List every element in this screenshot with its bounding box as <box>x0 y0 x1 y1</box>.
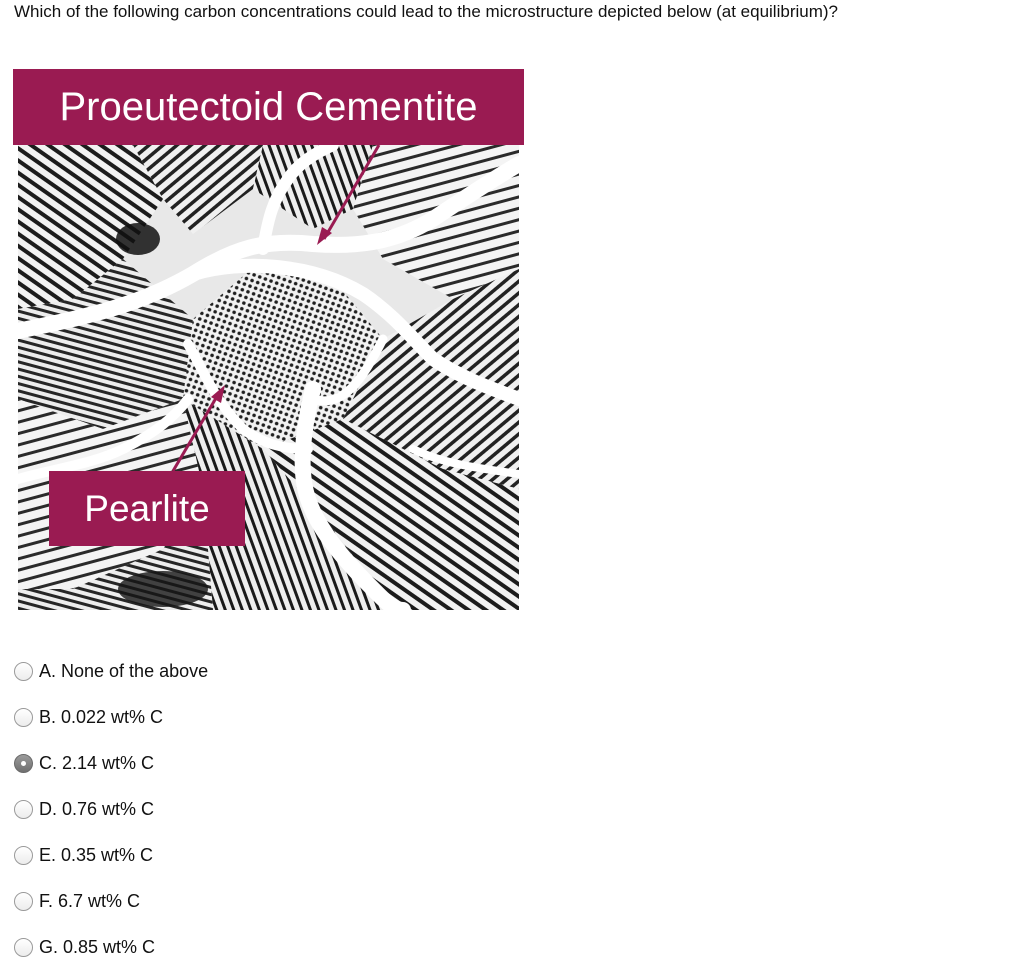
radio-button[interactable] <box>14 892 33 911</box>
radio-button[interactable] <box>14 938 33 957</box>
radio-button[interactable] <box>14 708 33 727</box>
option-label: C. 2.14 wt% C <box>39 753 155 773</box>
option-label: A. None of the above <box>39 661 209 681</box>
micrograph-figure <box>13 69 524 610</box>
option-label: G. 0.85 wt% C <box>39 937 156 957</box>
option-a[interactable] <box>14 648 514 694</box>
option-c[interactable] <box>14 740 514 786</box>
radio-button[interactable] <box>14 846 33 865</box>
label-proeutectoid-cementite: Proeutectoid Cementite <box>13 69 524 145</box>
option-label: E. 0.35 wt% C <box>39 845 154 865</box>
option-e[interactable] <box>14 832 514 878</box>
option-g[interactable] <box>14 924 514 970</box>
option-d[interactable] <box>14 786 514 832</box>
option-label: D. 0.76 wt% C <box>39 799 155 819</box>
option-label: F. 6.7 wt% C <box>39 891 141 911</box>
radio-button[interactable] <box>14 662 33 681</box>
answer-options <box>14 648 514 970</box>
question-text: Which of the following carbon concentrations could lead to the microstructure depicted below (at equilibrium)? <box>14 2 838 21</box>
option-f[interactable] <box>14 878 514 924</box>
label-pearlite: Pearlite <box>49 471 245 546</box>
radio-button[interactable] <box>14 754 33 773</box>
radio-button[interactable] <box>14 800 33 819</box>
option-b[interactable] <box>14 694 514 740</box>
option-label: B. 0.022 wt% C <box>39 707 164 727</box>
